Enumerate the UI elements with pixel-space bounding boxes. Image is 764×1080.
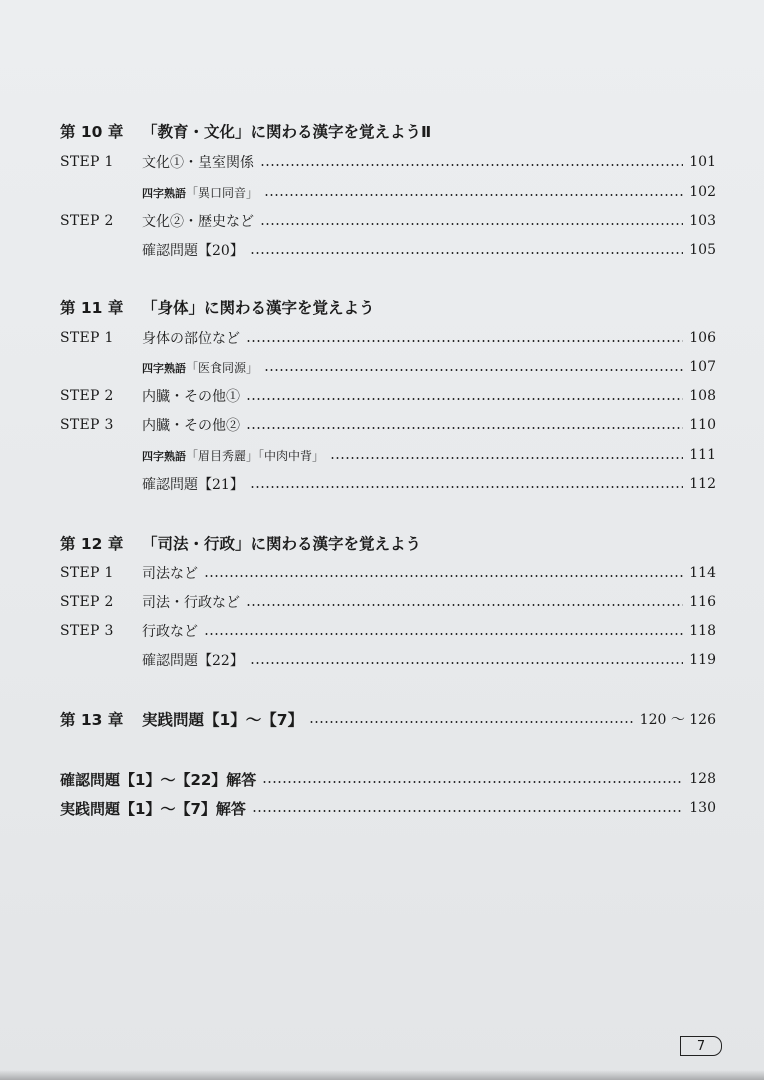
dot-leader xyxy=(252,810,683,812)
toc-entry[interactable] xyxy=(60,414,716,436)
page-number: 112 xyxy=(689,476,716,492)
step-label: STEP 1 xyxy=(60,154,114,170)
dot-leader xyxy=(260,223,683,225)
entry-title: 行政など xyxy=(142,624,198,640)
page-number: 103 xyxy=(689,213,716,229)
step-label: STEP 3 xyxy=(60,623,114,639)
toc-entry[interactable] xyxy=(60,620,716,642)
entry-title: 確認問題【1】～【22】解答 xyxy=(60,770,257,789)
step-label: STEP 1 xyxy=(60,330,114,346)
chapter-number: 第 11 章 xyxy=(60,299,124,317)
page-number: 130 xyxy=(689,800,716,816)
step-label: STEP 2 xyxy=(60,594,114,610)
chapter-title: 「教育・文化」に関わる漢字を覚えようⅡ xyxy=(142,123,432,141)
toc-entry[interactable] xyxy=(60,181,716,203)
chapter-number: 第 12 章 xyxy=(60,535,124,553)
dot-leader xyxy=(204,575,683,577)
dot-leader xyxy=(264,194,683,196)
yojijukugo-tag: 四字熟語 xyxy=(142,361,186,375)
dot-leader xyxy=(250,252,683,254)
dot-leader xyxy=(246,340,683,342)
toc-entry[interactable] xyxy=(60,649,716,671)
dot-leader xyxy=(246,427,683,429)
page-range: 120 ～ 126 xyxy=(639,712,716,728)
entry-title: 身体の部位など xyxy=(142,331,240,347)
page-number: 111 xyxy=(689,447,716,463)
toc-entry[interactable] xyxy=(60,591,716,613)
entry-title: 司法・行政など xyxy=(142,595,240,611)
chapter-title: 実践問題【1】～【7】 xyxy=(142,711,304,729)
chapter-10-heading xyxy=(60,118,716,144)
chapter-11-heading xyxy=(60,294,716,320)
yojijukugo-tag: 四字熟語 xyxy=(142,449,186,463)
entry-title: 司法など xyxy=(142,566,198,582)
dot-leader xyxy=(262,781,683,783)
entry-title: 文化②・歴史など xyxy=(142,214,254,230)
dot-leader xyxy=(246,604,683,606)
page-edge-shadow xyxy=(0,1070,764,1080)
entry-title: 確認問題【22】 xyxy=(142,653,244,669)
toc-entry[interactable] xyxy=(60,151,716,173)
chapter-12-heading xyxy=(60,530,716,556)
chapter-number: 第 13 章 xyxy=(60,711,124,729)
toc-entry[interactable] xyxy=(60,356,716,378)
toc-entry[interactable] xyxy=(60,444,716,466)
chapter-13-heading[interactable] xyxy=(60,706,716,732)
page-number: 116 xyxy=(689,594,716,610)
answers-entry[interactable] xyxy=(60,796,716,820)
entry-title: 「異口同音」 xyxy=(186,185,259,200)
dot-leader xyxy=(330,457,683,459)
page-number: 102 xyxy=(689,184,716,200)
dot-leader xyxy=(250,662,683,664)
dot-leader xyxy=(309,721,634,723)
toc-entry[interactable] xyxy=(60,239,716,261)
entry-title: 内臓・その他② xyxy=(142,418,240,434)
entry-title: 確認問題【21】 xyxy=(142,477,244,493)
step-label: STEP 1 xyxy=(60,565,114,581)
page-number: 108 xyxy=(689,388,716,404)
toc-entry[interactable] xyxy=(60,473,716,495)
dot-leader xyxy=(260,164,683,166)
entry-title: 内臓・その他① xyxy=(142,389,240,405)
dot-leader xyxy=(246,398,683,400)
page-number: 119 xyxy=(689,652,716,668)
entry-title: 「眉目秀麗」「中肉中背」 xyxy=(186,448,325,463)
page-number: 105 xyxy=(689,242,716,258)
page-number: 128 xyxy=(689,771,716,787)
toc-entry[interactable] xyxy=(60,327,716,349)
page-number: 101 xyxy=(689,154,716,170)
page-number: 118 xyxy=(689,623,716,639)
step-label: STEP 2 xyxy=(60,388,114,404)
step-label: STEP 2 xyxy=(60,213,114,229)
page-number: 114 xyxy=(689,565,716,581)
toc-entry[interactable] xyxy=(60,385,716,407)
entry-title: 文化①・皇室関係 xyxy=(142,155,254,171)
chapter-title: 「身体」に関わる漢字を覚えよう xyxy=(142,299,375,317)
yojijukugo-tag: 四字熟語 xyxy=(142,186,186,200)
step-label: STEP 3 xyxy=(60,417,114,433)
dot-leader xyxy=(250,486,683,488)
entry-title: 「医食同源」 xyxy=(186,360,259,375)
page-number: 106 xyxy=(689,330,716,346)
page-number: 110 xyxy=(689,417,716,433)
answers-entry[interactable] xyxy=(60,767,716,791)
entry-title: 確認問題【20】 xyxy=(142,243,244,259)
toc-entry[interactable] xyxy=(60,210,716,232)
toc-entry[interactable] xyxy=(60,562,716,584)
chapter-number: 第 10 章 xyxy=(60,123,124,141)
chapter-title: 「司法・行政」に関わる漢字を覚えよう xyxy=(142,535,422,553)
dot-leader xyxy=(204,633,683,635)
page-number: 107 xyxy=(689,359,716,375)
entry-title: 実践問題【1】～【7】解答 xyxy=(60,799,246,818)
page-folio: 7 xyxy=(680,1036,722,1056)
dot-leader xyxy=(264,369,683,371)
